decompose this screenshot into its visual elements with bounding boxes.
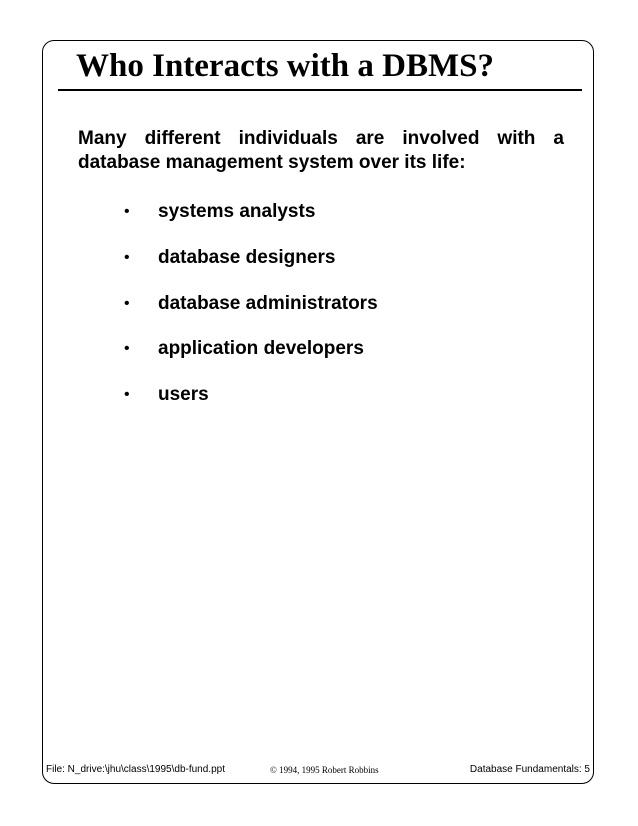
footer-page-number: Database Fundamentals: 5 [469, 764, 590, 775]
bullet-text: systems analysts [158, 201, 316, 222]
footer-file-path: File: N_drive:\jhu\class\1995\db-fund.ppt [46, 764, 225, 775]
bullet-text: database administrators [158, 292, 378, 314]
bullet-text: database designers [158, 246, 336, 268]
title-underline [58, 89, 582, 91]
bullet-text: application developers [158, 338, 364, 360]
bullet-icon: • [124, 386, 130, 404]
bullet-icon: • [124, 203, 130, 220]
footer-copyright: © 1994, 1995 Robert Robbins [270, 765, 379, 775]
intro-paragraph: Many different individuals are involved with a database management system over its life: [78, 128, 564, 173]
bullet-icon: • [124, 248, 130, 266]
bullet-text: users [158, 384, 209, 406]
slide-title: Who Interacts with a DBMS? [76, 48, 494, 84]
bullet-icon: • [124, 294, 130, 312]
bullet-icon: • [124, 340, 130, 358]
